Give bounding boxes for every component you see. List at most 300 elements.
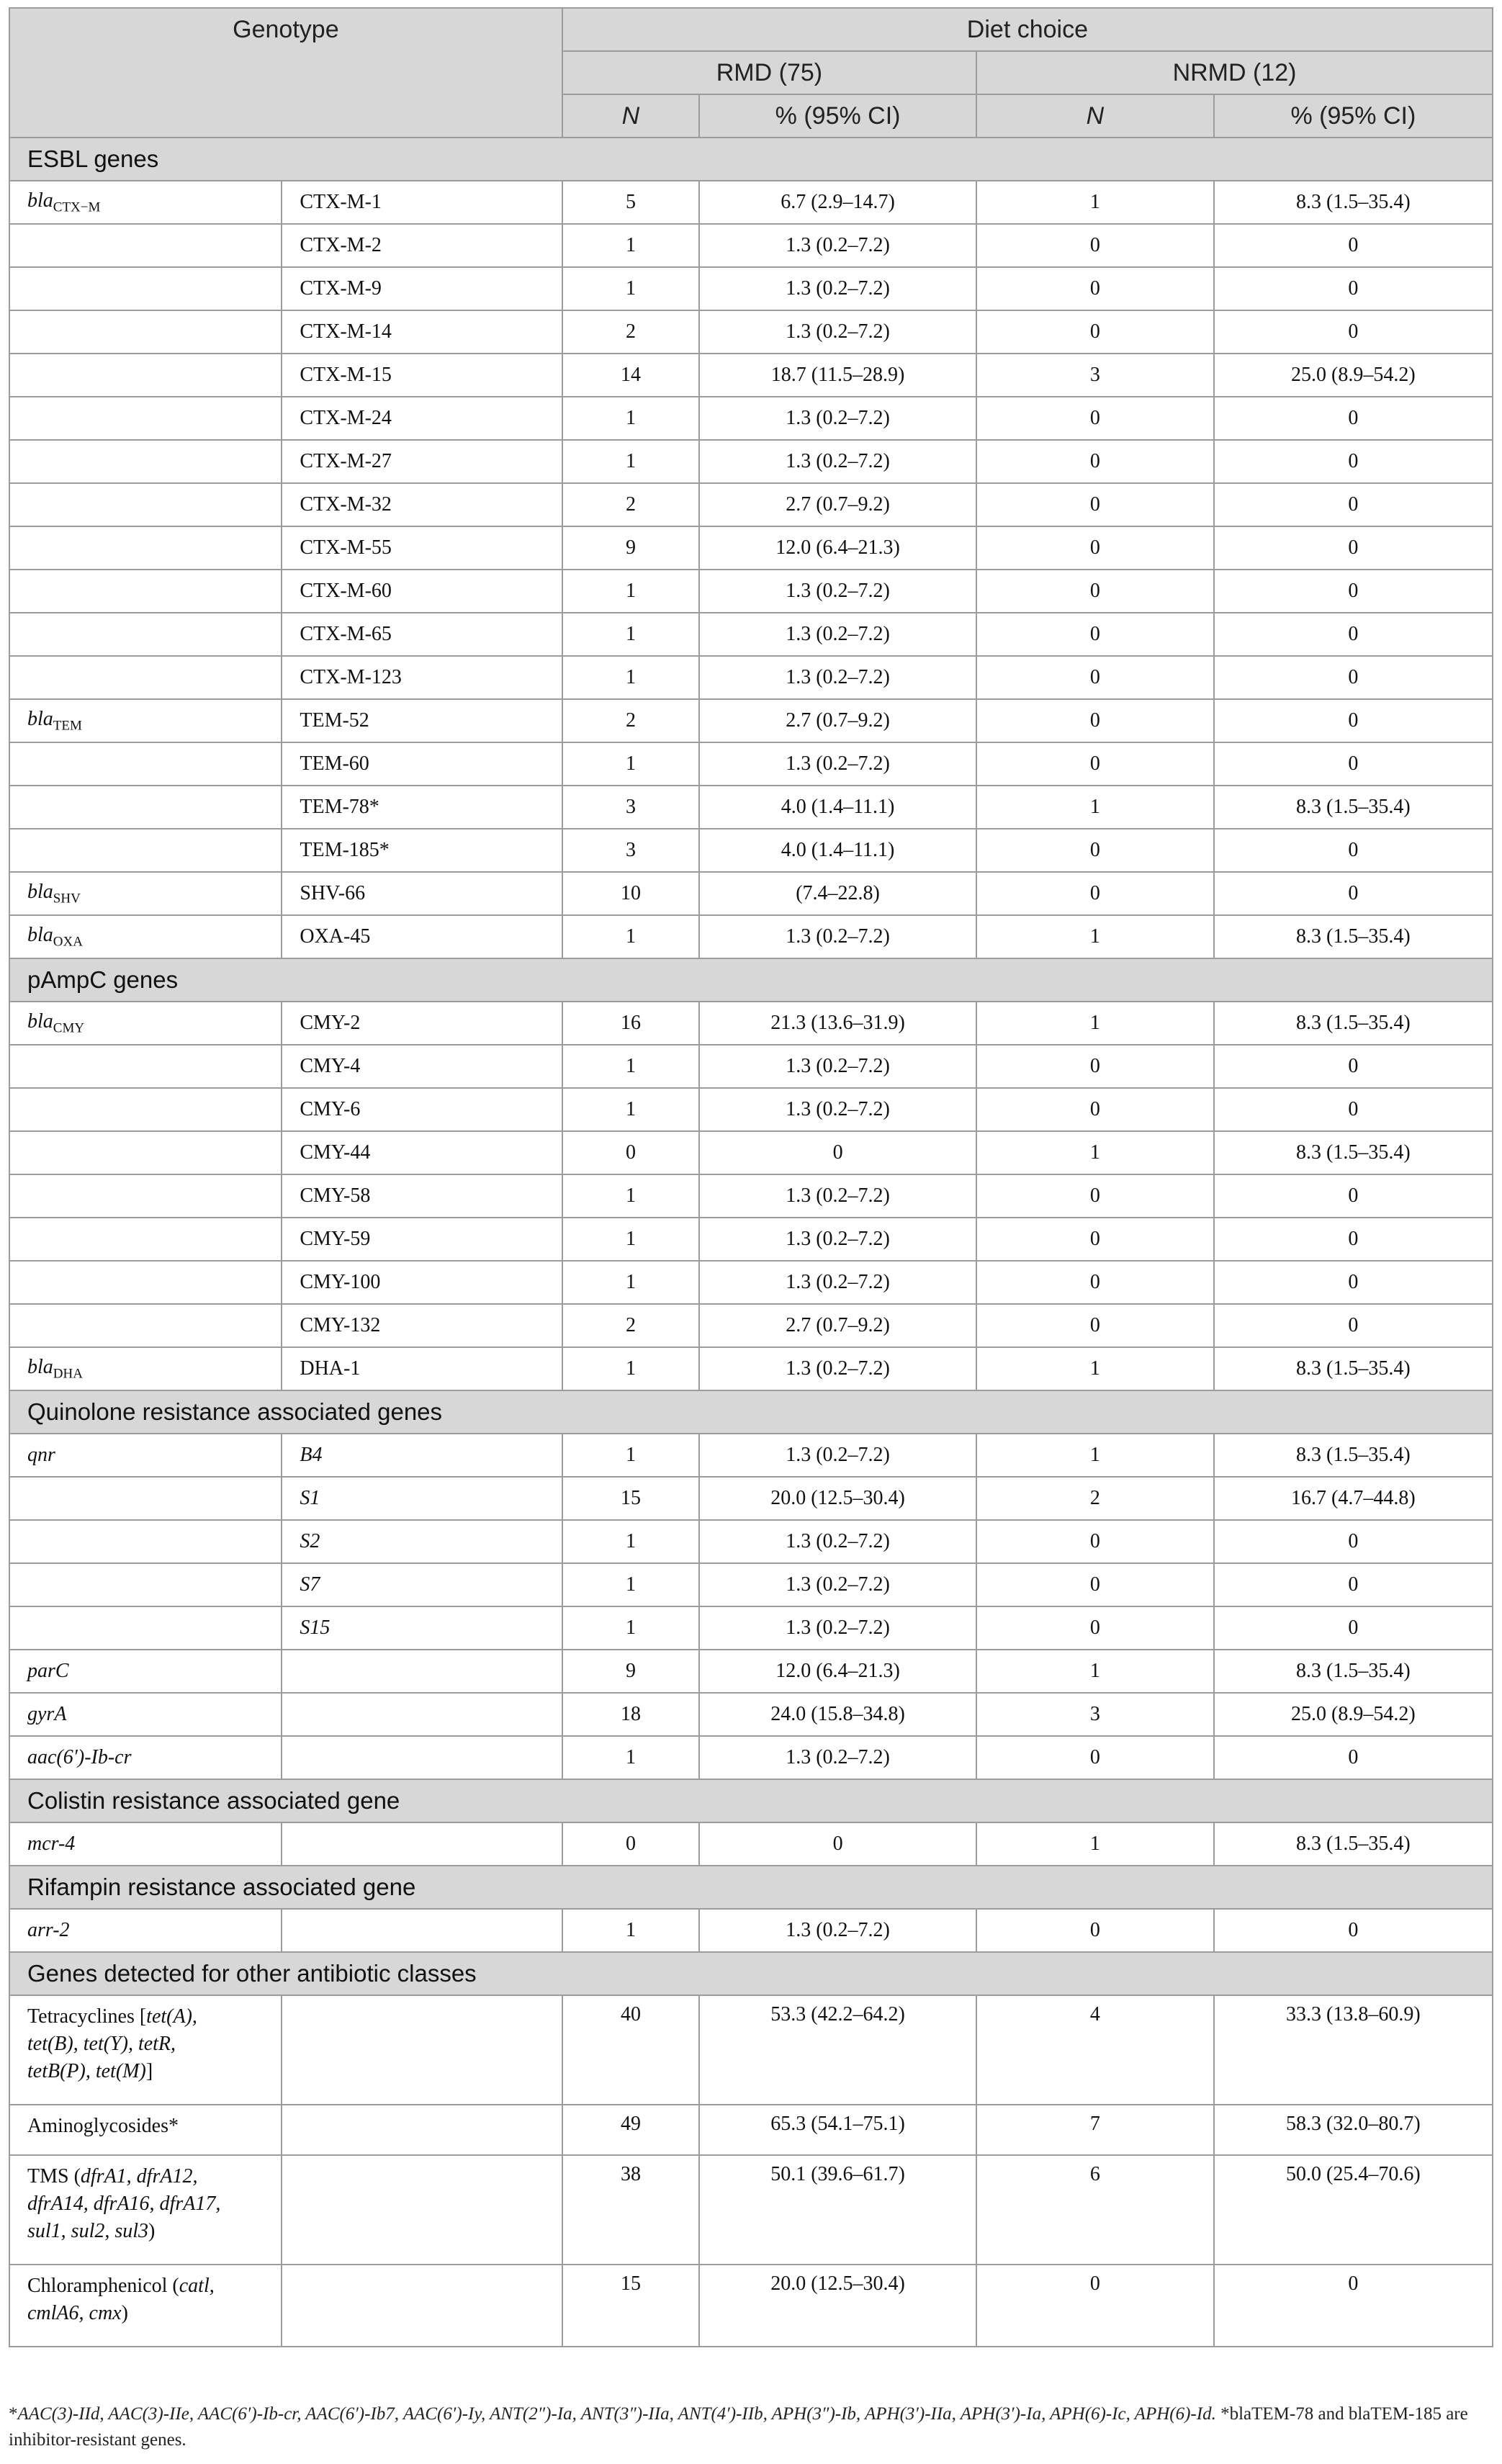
rmd-n-cell: 3 — [562, 829, 699, 872]
variant-cell: B4 — [282, 1434, 562, 1477]
rmd-n-cell: 1 — [562, 613, 699, 656]
rmd-pct-cell: 1.3 (0.2–7.2) — [699, 1434, 976, 1477]
rmd-pct-cell: 1.3 (0.2–7.2) — [699, 742, 976, 786]
rmd-pct-cell: 1.3 (0.2–7.2) — [699, 1909, 976, 1952]
rmd-n-cell: 1 — [562, 440, 699, 483]
nrmd-pct-cell: 0 — [1214, 310, 1493, 354]
antibiotic-class-cell — [9, 2155, 282, 2265]
gene-name: aac(6′)-Ib-cr — [27, 1746, 132, 1768]
nrmd-n-cell: 0 — [976, 656, 1214, 699]
nrmd-pct-cell: 58.3 (32.0–80.7) — [1214, 2105, 1493, 2155]
nrmd-pct-cell: 0 — [1214, 397, 1493, 440]
nrmd-pct-cell: 0 — [1214, 656, 1493, 699]
nrmd-n-cell: 0 — [976, 1520, 1214, 1563]
table-row — [9, 1002, 1493, 1045]
rmd-pct-cell: 1.3 (0.2–7.2) — [699, 1736, 976, 1779]
footnote-inhibitor-note: *blaTEM-78 and blaTEM-185 are inhibitor-resistant genes. — [9, 2404, 1468, 2450]
nrmd-pct-cell: 0 — [1214, 224, 1493, 267]
table-row — [9, 181, 1493, 224]
table-row — [9, 1736, 1493, 1779]
rmd-pct-cell: 1.3 (0.2–7.2) — [699, 1520, 976, 1563]
nrmd-pct-cell: 8.3 (1.5–35.4) — [1214, 1650, 1493, 1693]
genotype-header: Genotype — [9, 8, 562, 138]
rmd-pct-cell: 50.1 (39.6–61.7) — [699, 2155, 976, 2265]
rmd-n-cell: 1 — [562, 742, 699, 786]
gene-name: gyrA — [27, 1703, 67, 1725]
nrmd-pct-cell: 0 — [1214, 1736, 1493, 1779]
variant-cell: CMY-100 — [282, 1261, 562, 1304]
variant-cell: CTX-M-27 — [282, 440, 562, 483]
class-bracket: ] — [145, 2060, 153, 2082]
variant-cell: CMY-58 — [282, 1174, 562, 1218]
section-header-row — [9, 138, 1493, 181]
variant-cell — [282, 2105, 562, 2155]
table-row — [9, 1174, 1493, 1218]
variant-cell: CMY-59 — [282, 1218, 562, 1261]
variant-cell: CMY-132 — [282, 1304, 562, 1347]
variant-cell: CMY-4 — [282, 1045, 562, 1088]
rmd-n-cell: 1 — [562, 1563, 699, 1606]
nrmd-n-cell: 0 — [976, 613, 1214, 656]
section-header-row — [9, 1779, 1493, 1822]
nrmd-pct-header: % (95% CI) — [1214, 94, 1493, 138]
table-row — [9, 267, 1493, 310]
rmd-pct-cell: 1.3 (0.2–7.2) — [699, 267, 976, 310]
nrmd-pct-cell: 50.0 (25.4–70.6) — [1214, 2155, 1493, 2265]
table-row — [9, 1909, 1493, 1952]
table-row — [9, 699, 1493, 742]
gene-cell — [9, 1347, 282, 1390]
nrmd-pct-cell: 0 — [1214, 1045, 1493, 1088]
gene-name: parC — [27, 1660, 69, 1682]
rmd-n-cell: 1 — [562, 656, 699, 699]
section-title: ESBL genes — [9, 138, 1493, 181]
variant-cell: CTX-M-2 — [282, 224, 562, 267]
nrmd-pct-cell: 25.0 (8.9–54.2) — [1214, 1693, 1493, 1736]
nrmd-pct-cell: 8.3 (1.5–35.4) — [1214, 1434, 1493, 1477]
nrmd-n-cell: 3 — [976, 1693, 1214, 1736]
gene-subscript: SHV — [53, 891, 81, 907]
antibiotic-class-cell — [9, 2105, 282, 2155]
variant-cell: DHA-1 — [282, 1347, 562, 1390]
table-row — [9, 224, 1493, 267]
rmd-n-header: N — [562, 94, 699, 138]
class-bracket: ) — [121, 2302, 128, 2324]
rmd-n-cell: 9 — [562, 526, 699, 570]
nrmd-pct-cell: 0 — [1214, 1088, 1493, 1131]
gene-name: bla — [27, 707, 53, 730]
gene-cell — [9, 267, 282, 310]
nrmd-n-cell: 0 — [976, 872, 1214, 915]
nrmd-n-cell: 0 — [976, 699, 1214, 742]
nrmd-n-cell: 0 — [976, 1045, 1214, 1088]
variant-cell: TEM-60 — [282, 742, 562, 786]
rmd-n-cell: 14 — [562, 354, 699, 397]
nrmd-n-cell: 0 — [976, 570, 1214, 613]
table-row — [9, 1304, 1493, 1347]
rmd-pct-cell: 1.3 (0.2–7.2) — [699, 1606, 976, 1650]
class-bracket: ) — [148, 2220, 156, 2242]
rmd-pct-cell: 1.3 (0.2–7.2) — [699, 440, 976, 483]
gene-cell — [9, 1563, 282, 1606]
rmd-n-cell: 2 — [562, 310, 699, 354]
nrmd-n-cell: 4 — [976, 1995, 1214, 2105]
gene-cell — [9, 181, 282, 224]
rmd-n-cell: 0 — [562, 1131, 699, 1174]
variant-cell: CTX-M-123 — [282, 656, 562, 699]
nrmd-n-cell: 1 — [976, 1002, 1214, 1045]
nrmd-n-header: N — [976, 94, 1214, 138]
table-row — [9, 742, 1493, 786]
rmd-pct-cell: 1.3 (0.2–7.2) — [699, 915, 976, 958]
nrmd-n-cell: 3 — [976, 354, 1214, 397]
table-row — [9, 2265, 1493, 2347]
nrmd-pct-cell: 0 — [1214, 1174, 1493, 1218]
nrmd-pct-cell: 0 — [1214, 267, 1493, 310]
rmd-n-cell: 1 — [562, 1174, 699, 1218]
rmd-pct-cell: 1.3 (0.2–7.2) — [699, 1563, 976, 1606]
nrmd-pct-cell: 0 — [1214, 2265, 1493, 2347]
table-row — [9, 915, 1493, 958]
gene-cell — [9, 656, 282, 699]
nrmd-n-cell: 0 — [976, 526, 1214, 570]
rmd-n-cell: 9 — [562, 1650, 699, 1693]
nrmd-n-cell: 7 — [976, 2105, 1214, 2155]
gene-cell — [9, 570, 282, 613]
nrmd-pct-cell: 8.3 (1.5–35.4) — [1214, 181, 1493, 224]
nrmd-pct-cell: 0 — [1214, 526, 1493, 570]
table-row — [9, 1261, 1493, 1304]
nrmd-n-cell: 2 — [976, 1477, 1214, 1520]
nrmd-pct-cell: 25.0 (8.9–54.2) — [1214, 354, 1493, 397]
nrmd-pct-cell: 0 — [1214, 440, 1493, 483]
table-body — [9, 138, 1493, 2347]
rmd-header: RMD (75) — [562, 51, 976, 94]
rmd-pct-cell: 4.0 (1.4–11.1) — [699, 829, 976, 872]
gene-subscript: TEM — [53, 718, 82, 734]
rmd-pct-header: % (95% CI) — [699, 94, 976, 138]
section-header-row — [9, 1390, 1493, 1434]
nrmd-pct-cell: 0 — [1214, 1304, 1493, 1347]
rmd-n-cell: 1 — [562, 1606, 699, 1650]
table-row — [9, 440, 1493, 483]
antibiotic-class-cell — [9, 2265, 282, 2347]
gene-cell — [9, 829, 282, 872]
nrmd-pct-cell: 0 — [1214, 1606, 1493, 1650]
nrmd-n-cell: 0 — [976, 1909, 1214, 1952]
nrmd-header: NRMD (12) — [976, 51, 1493, 94]
variant-cell: CTX-M-9 — [282, 267, 562, 310]
gene-cell — [9, 1131, 282, 1174]
section-title: Genes detected for other antibiotic classes — [9, 1952, 1493, 1995]
gene-subscript: DHA — [53, 1366, 83, 1382]
gene-name: bla — [27, 1010, 53, 1033]
rmd-pct-cell: 12.0 (6.4–21.3) — [699, 526, 976, 570]
variant-cell: CTX-M-15 — [282, 354, 562, 397]
variant-cell — [282, 2265, 562, 2347]
rmd-pct-cell: 20.0 (12.5–30.4) — [699, 1477, 976, 1520]
variant-cell: CMY-6 — [282, 1088, 562, 1131]
gene-subscript: OXA — [53, 934, 83, 950]
rmd-pct-cell: 1.3 (0.2–7.2) — [699, 1045, 976, 1088]
gene-cell — [9, 1218, 282, 1261]
rmd-n-cell: 1 — [562, 1261, 699, 1304]
variant-cell — [282, 2155, 562, 2265]
rmd-n-cell: 1 — [562, 1909, 699, 1952]
gene-cell — [9, 483, 282, 526]
gene-cell — [9, 310, 282, 354]
nrmd-pct-cell: 16.7 (4.7–44.8) — [1214, 1477, 1493, 1520]
nrmd-pct-cell: 0 — [1214, 1261, 1493, 1304]
class-genes: cmlA6, cmx — [27, 2302, 122, 2324]
variant-cell: S7 — [282, 1563, 562, 1606]
table-row — [9, 1088, 1493, 1131]
nrmd-n-cell: 0 — [976, 267, 1214, 310]
nrmd-pct-cell: 33.3 (13.8–60.9) — [1214, 1995, 1493, 2105]
variant-cell: CTX-M-32 — [282, 483, 562, 526]
gene-name: bla — [27, 189, 53, 212]
nrmd-pct-cell: 8.3 (1.5–35.4) — [1214, 1002, 1493, 1045]
rmd-n-cell: 38 — [562, 2155, 699, 2265]
nrmd-n-cell: 0 — [976, 1088, 1214, 1131]
rmd-n-cell: 1 — [562, 1434, 699, 1477]
nrmd-n-cell: 1 — [976, 181, 1214, 224]
rmd-n-cell: 1 — [562, 1736, 699, 1779]
footnote-marker: * — [9, 2404, 18, 2424]
nrmd-pct-cell: 0 — [1214, 570, 1493, 613]
rmd-pct-cell: 6.7 (2.9–14.7) — [699, 181, 976, 224]
gene-cell — [9, 1822, 282, 1866]
rmd-pct-cell: 1.3 (0.2–7.2) — [699, 1347, 976, 1390]
variant-cell: CTX-M-14 — [282, 310, 562, 354]
table-row — [9, 1995, 1493, 2105]
antibiotic-class: Tetracyclines [ — [27, 2005, 147, 2028]
gene-cell — [9, 526, 282, 570]
rmd-n-cell: 16 — [562, 1002, 699, 1045]
gene-name: bla — [27, 923, 53, 946]
gene-cell — [9, 872, 282, 915]
table-row — [9, 570, 1493, 613]
class-genes: dfrA14, dfrA16, dfrA17, — [27, 2193, 221, 2215]
rmd-n-cell: 1 — [562, 1088, 699, 1131]
variant-cell: TEM-185* — [282, 829, 562, 872]
rmd-pct-cell: 18.7 (11.5–28.9) — [699, 354, 976, 397]
variant-cell — [282, 1995, 562, 2105]
nrmd-pct-cell: 0 — [1214, 613, 1493, 656]
rmd-n-cell: 1 — [562, 397, 699, 440]
table-row — [9, 1434, 1493, 1477]
nrmd-n-cell: 1 — [976, 786, 1214, 829]
table-container — [9, 7, 1493, 2347]
variant-cell: CTX-M-55 — [282, 526, 562, 570]
diet-choice-header: Diet choice — [562, 8, 1493, 51]
rmd-pct-cell: 2.7 (0.7–9.2) — [699, 699, 976, 742]
rmd-n-cell: 3 — [562, 786, 699, 829]
nrmd-pct-cell: 0 — [1214, 829, 1493, 872]
rmd-n-cell: 2 — [562, 699, 699, 742]
rmd-pct-cell: 1.3 (0.2–7.2) — [699, 224, 976, 267]
table-row — [9, 1520, 1493, 1563]
gene-cell — [9, 1606, 282, 1650]
rmd-pct-cell: 65.3 (54.1–75.1) — [699, 2105, 976, 2155]
variant-cell: TEM-52 — [282, 699, 562, 742]
nrmd-pct-cell: 8.3 (1.5–35.4) — [1214, 1347, 1493, 1390]
variant-cell: S15 — [282, 1606, 562, 1650]
table-row — [9, 354, 1493, 397]
gene-cell — [9, 1520, 282, 1563]
rmd-pct-cell: 0 — [699, 1131, 976, 1174]
variant-cell: CTX-M-60 — [282, 570, 562, 613]
nrmd-n-cell: 0 — [976, 310, 1214, 354]
nrmd-n-cell: 0 — [976, 1606, 1214, 1650]
table-row — [9, 1693, 1493, 1736]
rmd-n-cell: 1 — [562, 1347, 699, 1390]
table-row — [9, 1606, 1493, 1650]
table-row — [9, 1477, 1493, 1520]
rmd-pct-cell: 1.3 (0.2–7.2) — [699, 1218, 976, 1261]
rmd-n-cell: 1 — [562, 267, 699, 310]
class-genes: tetB(P), tet(M) — [27, 2060, 146, 2082]
gene-name: arr-2 — [27, 1919, 70, 1941]
gene-cell — [9, 1002, 282, 1045]
nrmd-pct-cell: 0 — [1214, 1218, 1493, 1261]
nrmd-n-cell: 0 — [976, 742, 1214, 786]
gene-cell — [9, 1088, 282, 1131]
gene-cell — [9, 1477, 282, 1520]
variant-cell — [282, 1693, 562, 1736]
antibiotic-class: Aminoglycosides* — [27, 2115, 179, 2137]
table-footnote — [9, 2401, 1493, 2453]
section-title: pAmpC genes — [9, 958, 1493, 1002]
table-row — [9, 829, 1493, 872]
variant-cell: CTX-M-24 — [282, 397, 562, 440]
variant-cell — [282, 1822, 562, 1866]
gene-cell — [9, 613, 282, 656]
variant-cell: CTX-M-1 — [282, 181, 562, 224]
gene-cell — [9, 1909, 282, 1952]
table-row — [9, 1650, 1493, 1693]
table-row — [9, 1347, 1493, 1390]
section-header-row — [9, 1952, 1493, 1995]
nrmd-n-cell: 0 — [976, 2265, 1214, 2347]
nrmd-pct-cell: 0 — [1214, 699, 1493, 742]
rmd-pct-cell: 4.0 (1.4–11.1) — [699, 786, 976, 829]
nrmd-n-cell: 0 — [976, 483, 1214, 526]
table-row — [9, 872, 1493, 915]
rmd-n-cell: 2 — [562, 483, 699, 526]
rmd-pct-cell: 12.0 (6.4–21.3) — [699, 1650, 976, 1693]
gene-name: mcr-4 — [27, 1833, 76, 1855]
rmd-pct-cell: 2.7 (0.7–9.2) — [699, 1304, 976, 1347]
gene-name: qnr — [27, 1444, 55, 1466]
table-row — [9, 1218, 1493, 1261]
class-genes: tet(A), — [146, 2005, 197, 2028]
table-row — [9, 2105, 1493, 2155]
table-row — [9, 397, 1493, 440]
gene-subscript: CTX−M — [53, 199, 101, 215]
table-row — [9, 1822, 1493, 1866]
gene-cell — [9, 1434, 282, 1477]
rmd-n-cell: 1 — [562, 224, 699, 267]
table-row — [9, 1563, 1493, 1606]
rmd-n-cell: 18 — [562, 1693, 699, 1736]
antibiotic-class-cell — [9, 1995, 282, 2105]
rmd-pct-cell: 0 — [699, 1822, 976, 1866]
gene-name: bla — [27, 1355, 53, 1378]
rmd-n-cell: 1 — [562, 1218, 699, 1261]
nrmd-n-cell: 0 — [976, 224, 1214, 267]
gene-cell — [9, 742, 282, 786]
rmd-pct-cell: 1.3 (0.2–7.2) — [699, 397, 976, 440]
gene-cell — [9, 1261, 282, 1304]
rmd-pct-cell: 1.3 (0.2–7.2) — [699, 1088, 976, 1131]
nrmd-n-cell: 6 — [976, 2155, 1214, 2265]
gene-cell — [9, 1693, 282, 1736]
rmd-pct-cell: 1.3 (0.2–7.2) — [699, 1174, 976, 1218]
table-row — [9, 1131, 1493, 1174]
class-genes: catl, — [179, 2275, 215, 2297]
table-row — [9, 786, 1493, 829]
class-genes: tet(B), tet(Y), tetR, — [27, 2033, 176, 2055]
gene-cell — [9, 1304, 282, 1347]
variant-cell — [282, 1650, 562, 1693]
nrmd-n-cell: 0 — [976, 1261, 1214, 1304]
rmd-n-cell: 40 — [562, 1995, 699, 2105]
rmd-pct-cell: 2.7 (0.7–9.2) — [699, 483, 976, 526]
table-row — [9, 526, 1493, 570]
rmd-n-cell: 2 — [562, 1304, 699, 1347]
gene-cell — [9, 1736, 282, 1779]
gene-cell — [9, 786, 282, 829]
antibiotic-class: TMS ( — [27, 2165, 81, 2188]
rmd-n-cell: 1 — [562, 915, 699, 958]
nrmd-n-cell: 0 — [976, 1174, 1214, 1218]
section-title: Rifampin resistance associated gene — [9, 1866, 1493, 1909]
rmd-pct-cell: 1.3 (0.2–7.2) — [699, 613, 976, 656]
nrmd-n-cell: 0 — [976, 397, 1214, 440]
variant-cell: S1 — [282, 1477, 562, 1520]
variant-cell: SHV-66 — [282, 872, 562, 915]
nrmd-pct-cell: 8.3 (1.5–35.4) — [1214, 786, 1493, 829]
nrmd-pct-cell: 8.3 (1.5–35.4) — [1214, 915, 1493, 958]
nrmd-n-cell: 1 — [976, 1434, 1214, 1477]
antibiotic-class: Chloramphenicol ( — [27, 2275, 179, 2297]
rmd-pct-cell: 1.3 (0.2–7.2) — [699, 310, 976, 354]
variant-cell: CMY-44 — [282, 1131, 562, 1174]
rmd-n-cell: 1 — [562, 570, 699, 613]
variant-cell — [282, 1736, 562, 1779]
gene-cell — [9, 1045, 282, 1088]
gene-cell — [9, 1650, 282, 1693]
rmd-pct-cell: 1.3 (0.2–7.2) — [699, 656, 976, 699]
rmd-pct-cell: (7.4–22.8) — [699, 872, 976, 915]
nrmd-pct-cell: 8.3 (1.5–35.4) — [1214, 1822, 1493, 1866]
section-title: Quinolone resistance associated genes — [9, 1390, 1493, 1434]
rmd-n-cell: 15 — [562, 2265, 699, 2347]
nrmd-n-cell: 1 — [976, 1822, 1214, 1866]
gene-cell — [9, 699, 282, 742]
nrmd-pct-cell: 0 — [1214, 872, 1493, 915]
table-row — [9, 2155, 1493, 2265]
rmd-n-cell: 10 — [562, 872, 699, 915]
rmd-n-cell: 15 — [562, 1477, 699, 1520]
nrmd-pct-cell: 0 — [1214, 742, 1493, 786]
table-row — [9, 656, 1493, 699]
nrmd-n-cell: 0 — [976, 829, 1214, 872]
nrmd-pct-cell: 0 — [1214, 1563, 1493, 1606]
gene-cell — [9, 440, 282, 483]
class-genes: sul1, sul2, sul3 — [27, 2220, 149, 2242]
